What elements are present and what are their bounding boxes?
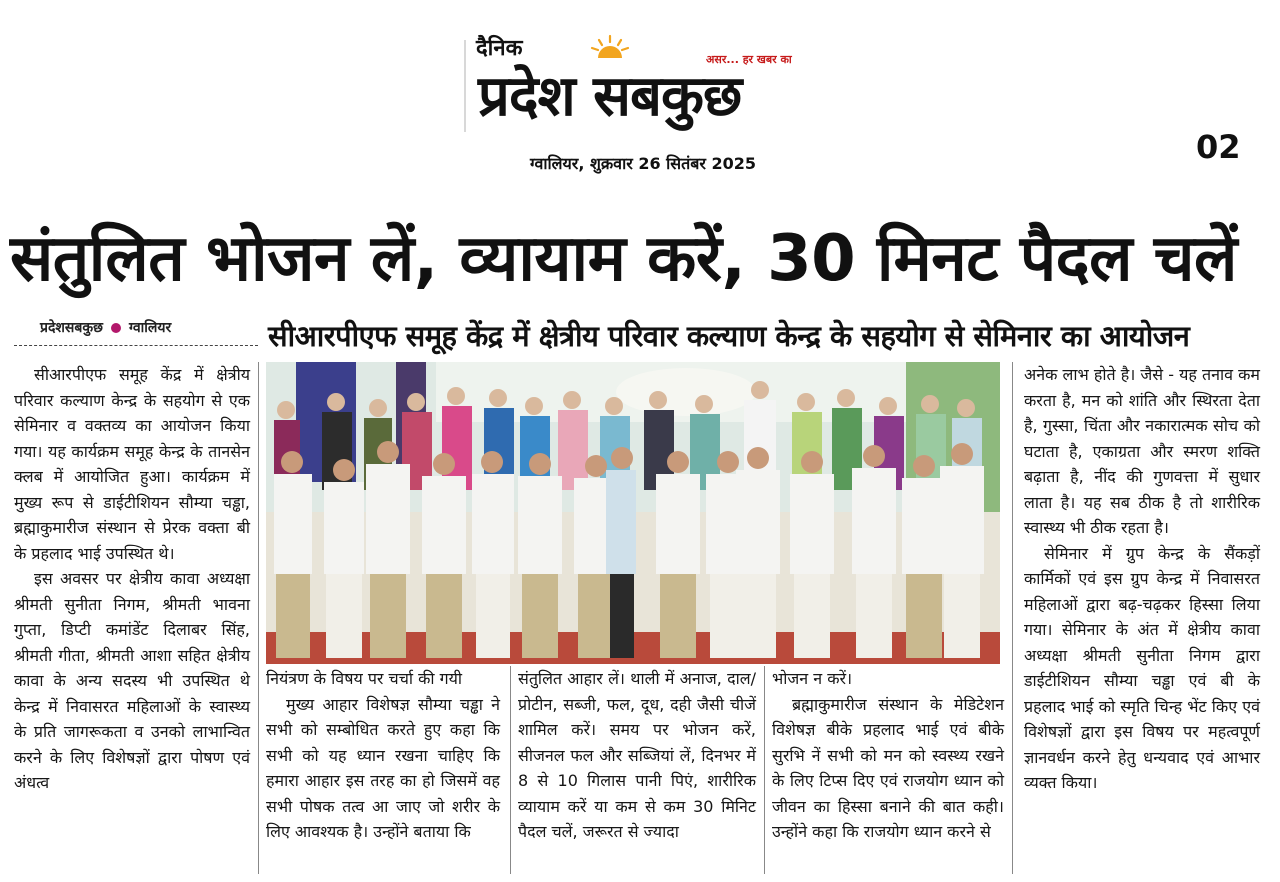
byline-location: ग्वालियर: [128, 320, 172, 336]
byline-divider: [14, 345, 258, 346]
byline-dot-icon: [111, 323, 121, 333]
headline: संतुलित भोजन लें, व्यायाम करें, 30 मिनट पैदल चलें: [10, 222, 1237, 296]
paragraph: भोजन न करें।: [772, 669, 853, 688]
article-column-3: [518, 666, 756, 845]
byline-source: प्रदेशसबकुछ: [40, 320, 103, 336]
column-rule: [510, 666, 511, 874]
masthead-divider: [464, 40, 466, 132]
masthead-tagline: असर... हर खबर का: [706, 53, 792, 66]
dateline: ग्वालियर, शुक्रवार 26 सितंबर 2025: [530, 154, 757, 173]
masthead-prefix: दैनिक: [476, 36, 523, 61]
paragraph: मुख्य आहार विशेषज्ञ सौम्या चड्ढा ने सभी को सम्बोधित करते हुए कहा कि सभी को यह ध्यान रखना चाहिए कि हमारा आहार इस तरह का हो जिसमें वह सभी पोषक तत्व आ जाए जो शरीर के लिए आवश्यक है। उन्होंने बताया कि: [266, 694, 500, 841]
page-number: 02: [1196, 128, 1241, 166]
paragraph: संतुलित आहार लें। थाली में अनाज, दाल/ प्रोटीन, सब्जी, फल, दूध, दही जैसी चीजें शामिल करें। समय पर भोजन करें, सीजनल फल और सब्जियां लें, दिनभर में 8 से 10 गिलास पानी पिएं, शारीरिक व्यायाम करें या कम से कम 30 मिनिट पैदल चलें, जरूरत से ज्यादा: [518, 669, 756, 841]
article-column-2: [266, 666, 500, 845]
paragraph: नियंत्रण के विषय पर चर्चा की गयी: [266, 669, 463, 688]
paragraph: सेमिनार में ग्रुप केन्द्र के सैंकड़ों कार्मिकों एवं इस ग्रुप केन्द्र में निवासरत महिलाओं द्वारा बढ़-चढ़कर हिस्सा लिया गया। सेमिनार के अंत में क्षेत्रीय कावा अध्यक्षा श्रीमती सुनीता निगम द्वारा डाईटीशियन सौम्या चड्ढा एवं बी के प्रहलाद भाई को स्मृति चिन्ह भेंट किए एवं विशेषज्ञों द्वारा इस विषय पर महत्वपूर्ण ज्ञानवर्धन करने हेतु धन्यवाद एवं आभार व्यक्त किया।: [1024, 543, 1260, 792]
front-row-people: [274, 441, 984, 658]
paragraph: इस अवसर पर क्षेत्रीय कावा अध्यक्षा श्रीमती सुनीता निगम, श्रीमती भावना गुप्ता, डिप्टी कमांडेंट दिलाबर सिंह, श्रीमती गीता, श्रीमती आशा सहित क्षेत्रीय कावा के अन्य सदस्य भी उपस्थित थे केन्द्र में निवासरत महिलाओं के स्वास्थ्य के प्रति जागरूकता व उनको लाभान्वित करने के लिए विशेषज्ञों द्वारा पोषण एवं अंधत्व: [14, 569, 250, 792]
paragraph: अनेक लाभ होते है। जैसे - यह तनाव कम करता है, मन को शांति और स्थिरता देता है, गुस्सा, चिंता और नकारात्मक सोच को घटाता है, एकाग्रता और स्मरण शक्ति बढ़ाता है, नींद की गुणवत्ता में सुधार लाता है। यह सब ठीक है तो शारीरिक स्वास्थ्य भी ठीक रहता है।: [1024, 365, 1260, 537]
column-rule: [764, 666, 765, 874]
paragraph: ब्रह्माकुमारीज संस्थान के मेडिटेशन विशेषज्ञ बीके प्रहलाद भाई एवं बीके सुरभि नें सभी को मन को स्वस्थ्य रखने के लिए टिप्स दिए एवं राजयोग ध्यान को जीवन का हिस्सा बनाने की बात कही। उन्होंने कहा कि राजयोग ध्यान करने से: [772, 694, 1004, 841]
column-rule: [258, 362, 259, 874]
subheadline: सीआरपीएफ समूह केंद्र में क्षेत्रीय परिवार कल्याण केन्द्र के सहयोग से सेमिनार का आयोजन: [268, 319, 1190, 353]
event-group-photo: [266, 362, 1000, 664]
column-rule: [1012, 362, 1013, 874]
article-column-1: [14, 362, 250, 796]
paragraph: सीआरपीएफ समूह केंद्र में क्षेत्रीय परिवार कल्याण केन्द्र के सहयोग से एक सेमिनार व वक्तव्य का आयोजन किया गया। यह कार्यक्रम समूह केन्द्र के तानसेन क्लब में आयोजित हुआ। कार्यक्रम में मुख्य रूप से डाईटीशियन सौम्या चड्ढा, ब्रह्माकुमारीज संस्थान से प्रेरक वक्ता बी के प्रहलाद भाई उपस्थित थे।: [14, 365, 250, 563]
article-column-4: [772, 666, 1004, 845]
article-column-5: [1024, 362, 1260, 796]
newspaper-name: प्रदेश सबकुछ: [478, 64, 742, 129]
byline: [40, 318, 171, 337]
